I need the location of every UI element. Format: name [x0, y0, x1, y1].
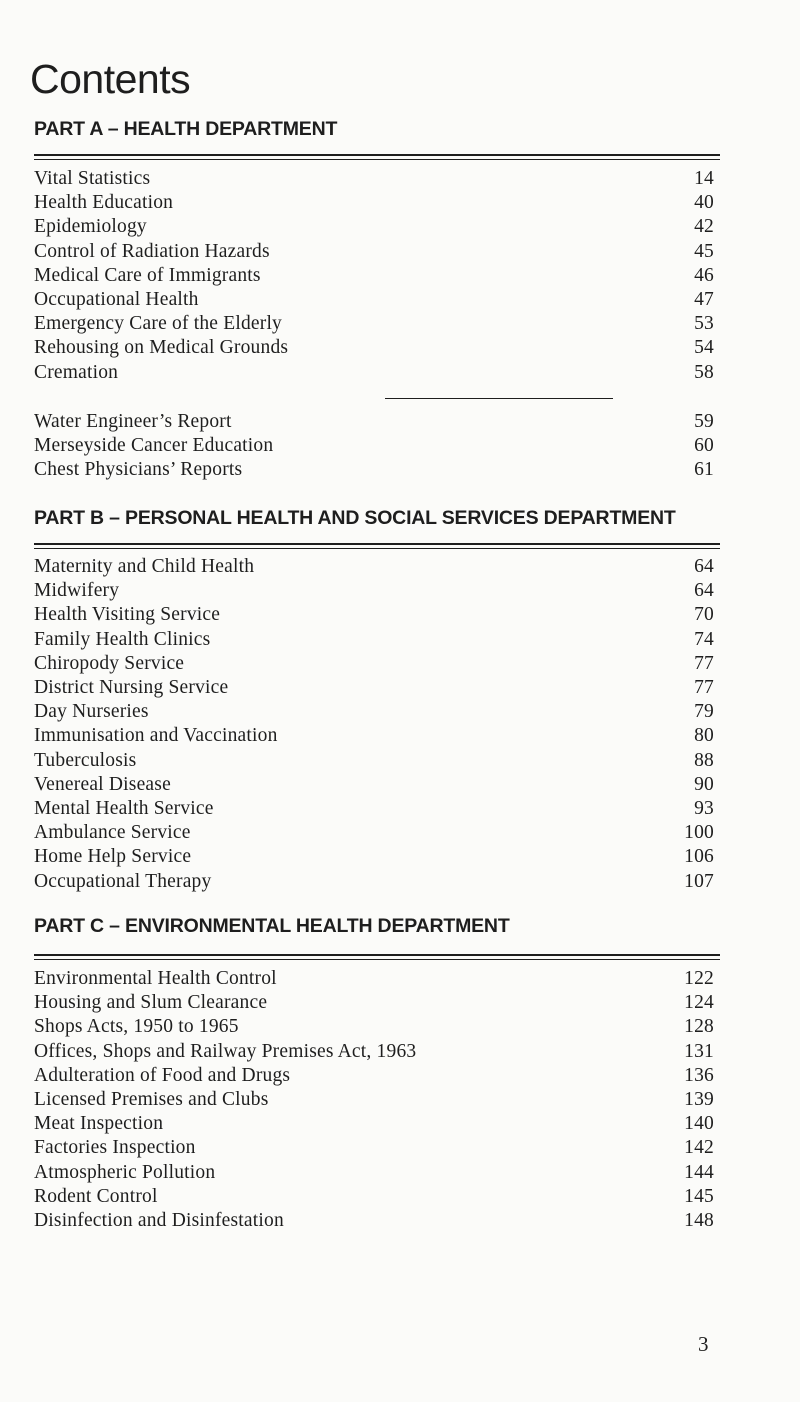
toc-entry-page: 128: [684, 1016, 714, 1038]
toc-entry: [34, 579, 714, 603]
toc-entry-page: 59: [694, 411, 714, 433]
toc-entry: [34, 361, 714, 385]
toc-entry-title: Water Engineer’s Report: [34, 411, 232, 433]
toc-entry-title: Housing and Slum Clearance: [34, 992, 268, 1014]
toc-entry: [34, 749, 714, 773]
toc-entry: [34, 1161, 714, 1185]
toc-entry-page: 142: [684, 1137, 714, 1159]
toc-entry-page: 148: [684, 1209, 714, 1231]
toc-entry-title: Health Visiting Service: [34, 604, 221, 626]
page-number: 3: [698, 1332, 709, 1356]
toc-entry-title: Day Nurseries: [34, 701, 149, 723]
toc-entry-page: 60: [694, 435, 714, 457]
toc-entry-title: Epidemiology: [34, 216, 147, 238]
toc-entry-page: 107: [684, 870, 714, 892]
toc-entry: [34, 336, 714, 360]
toc-entry: [34, 191, 714, 215]
part-b-list: [34, 555, 714, 894]
part-c-list: [34, 967, 714, 1233]
toc-entry: [34, 869, 714, 893]
toc-entry: [34, 1064, 714, 1088]
toc-entry-title: Midwifery: [34, 580, 120, 602]
toc-entry-page: 93: [694, 797, 714, 819]
toc-entry-title: Chiropody Service: [34, 652, 185, 674]
toc-entry-page: 131: [684, 1040, 714, 1062]
toc-entry: [34, 676, 714, 700]
toc-entry: [34, 724, 714, 748]
toc-entry-page: 144: [684, 1161, 714, 1183]
toc-entry: [34, 845, 714, 869]
toc-entry: [34, 410, 714, 434]
part-a-heading: PART A – HEALTH DEPARTMENT: [34, 118, 338, 140]
toc-entry-title: Disinfection and Disinfestation: [34, 1209, 284, 1231]
toc-entry-page: 145: [684, 1185, 714, 1207]
toc-entry-page: 70: [694, 604, 714, 626]
toc-entry-title: Merseyside Cancer Education: [34, 435, 274, 457]
toc-entry-page: 106: [684, 846, 714, 868]
toc-entry: [34, 967, 714, 991]
part-a-list: [34, 167, 714, 385]
toc-entry: [34, 1185, 714, 1209]
part-a-rule: [34, 154, 720, 160]
toc-entry: [34, 240, 714, 264]
toc-entry-title: Rodent Control: [34, 1185, 158, 1207]
toc-entry-title: District Nursing Service: [34, 677, 229, 699]
toc-entry-page: 79: [694, 701, 714, 723]
toc-entry-title: Adulteration of Food and Drugs: [34, 1064, 291, 1086]
toc-entry-page: 64: [694, 580, 714, 602]
toc-entry-title: Control of Radiation Hazards: [34, 240, 270, 262]
toc-entry: [34, 991, 714, 1015]
toc-entry: [34, 603, 714, 627]
toc-entry: [34, 264, 714, 288]
toc-entry-title: Venereal Disease: [34, 773, 171, 795]
toc-entry-page: 45: [694, 240, 714, 262]
toc-entry: [34, 167, 714, 191]
toc-entry-title: Shops Acts, 1950 to 1965: [34, 1016, 239, 1038]
toc-entry-title: Home Help Service: [34, 846, 192, 868]
part-b-rule: [34, 543, 720, 549]
toc-entry: [34, 628, 714, 652]
toc-entry: [34, 1209, 714, 1233]
toc-entry-page: 136: [684, 1064, 714, 1086]
toc-entry-title: Medical Care of Immigrants: [34, 264, 261, 286]
toc-entry-page: 40: [694, 192, 714, 214]
toc-entry-title: Occupational Health: [34, 289, 199, 311]
toc-entry: [34, 700, 714, 724]
toc-entry-title: Ambulance Service: [34, 822, 191, 844]
toc-entry: [34, 1088, 714, 1112]
section-divider: [385, 398, 613, 399]
toc-entry-title: Factories Inspection: [34, 1137, 196, 1159]
toc-entry-page: 139: [684, 1089, 714, 1111]
toc-entry-title: Environmental Health Control: [34, 968, 277, 990]
toc-entry-title: Occupational Therapy: [34, 870, 212, 892]
toc-entry-title: Mental Health Service: [34, 797, 214, 819]
toc-entry-page: 77: [694, 677, 714, 699]
toc-entry: [34, 797, 714, 821]
toc-entry-title: Rehousing on Medical Grounds: [34, 337, 289, 359]
part-b-heading: PART B – PERSONAL HEALTH AND SOCIAL SERVICES DEPARTMENT: [34, 507, 676, 529]
toc-entry-title: Vital Statistics: [34, 168, 151, 190]
toc-entry-page: 90: [694, 773, 714, 795]
toc-entry-title: Immunisation and Vaccination: [34, 725, 278, 747]
toc-entry-page: 14: [694, 168, 714, 190]
toc-entry-title: Tuberculosis: [34, 749, 137, 771]
toc-entry-page: 88: [694, 749, 714, 771]
toc-entry-title: Family Health Clinics: [34, 628, 211, 650]
toc-entry-page: 61: [694, 459, 714, 481]
toc-entry: [34, 1136, 714, 1160]
toc-entry: [34, 1112, 714, 1136]
toc-entry-page: 122: [684, 968, 714, 990]
toc-entry: [34, 1040, 714, 1064]
toc-entry: [34, 773, 714, 797]
toc-entry-title: Emergency Care of the Elderly: [34, 313, 283, 335]
toc-entry: [34, 458, 714, 482]
toc-entry-page: 100: [684, 822, 714, 844]
toc-entry: [34, 1015, 714, 1039]
toc-entry: [34, 312, 714, 336]
toc-entry-title: Health Education: [34, 192, 174, 214]
toc-entry-page: 42: [694, 216, 714, 238]
toc-entry: [34, 652, 714, 676]
toc-entry-page: 77: [694, 652, 714, 674]
toc-entry-title: Meat Inspection: [34, 1113, 164, 1135]
toc-entry-page: 124: [684, 992, 714, 1014]
toc-entry-page: 80: [694, 725, 714, 747]
toc-entry-title: Atmospheric Pollution: [34, 1161, 216, 1183]
toc-entry-page: 46: [694, 264, 714, 286]
toc-entry-title: Cremation: [34, 361, 119, 383]
toc-entry: [34, 434, 714, 458]
part-c-rule: [34, 954, 720, 960]
toc-entry-page: 54: [694, 337, 714, 359]
part-a-supplementary-list: [34, 410, 714, 483]
toc-entry-title: Licensed Premises and Clubs: [34, 1089, 269, 1111]
toc-entry: [34, 288, 714, 312]
page-title: Contents: [30, 56, 191, 102]
toc-entry: [34, 215, 714, 239]
toc-entry-page: 47: [694, 289, 714, 311]
toc-entry-page: 140: [684, 1113, 714, 1135]
part-c-heading: PART C – ENVIRONMENTAL HEALTH DEPARTMENT: [34, 915, 510, 937]
toc-entry-page: 64: [694, 556, 714, 578]
toc-entry-title: Chest Physicians’ Reports: [34, 459, 243, 481]
toc-entry-page: 74: [694, 628, 714, 650]
toc-entry: [34, 555, 714, 579]
toc-entry: [34, 821, 714, 845]
toc-entry-page: 58: [694, 361, 714, 383]
toc-entry-page: 53: [694, 313, 714, 335]
toc-entry-title: Maternity and Child Health: [34, 556, 255, 578]
toc-entry-title: Offices, Shops and Railway Premises Act, 1963: [34, 1040, 417, 1062]
